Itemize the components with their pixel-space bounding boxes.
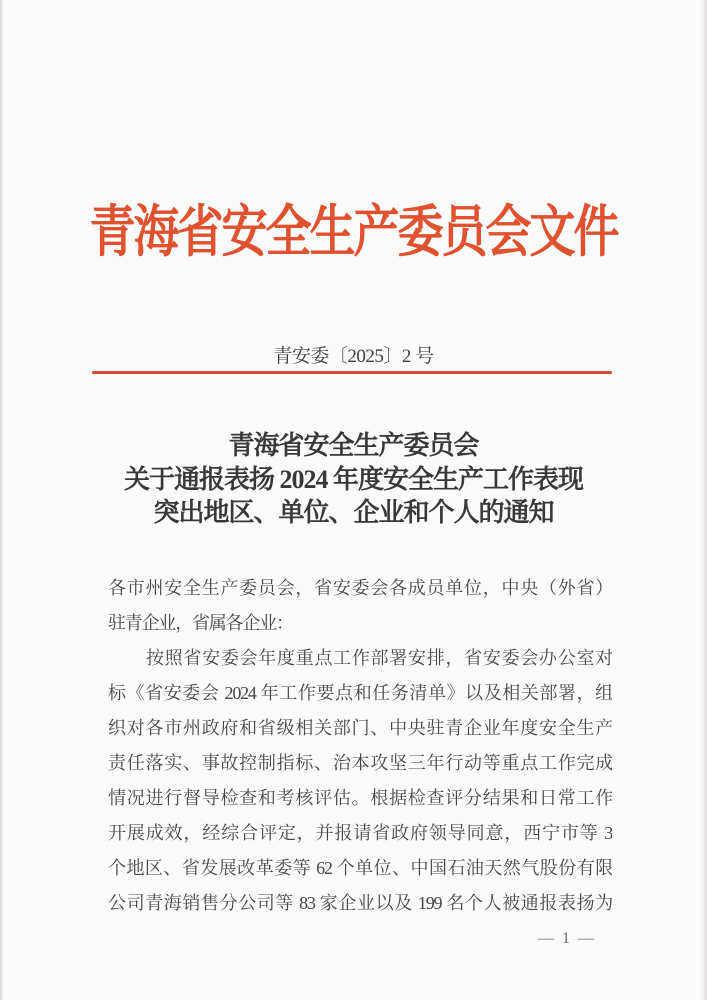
body-text-line: 驻青企业，省属各企业： (108, 613, 293, 633)
document-title-line: 突出地区、单位、企业和个人的通知 (153, 498, 554, 527)
body-text-line: 按照省安委会年度重点工作部署安排，省安委会办公室对 (146, 648, 612, 668)
body-text-line: 个地区、省发展改革委等 62 个单位、中国石油天然气股份有限 (108, 858, 612, 878)
body-text-line: 标《省安委会 2024 年工作要点和任务清单》以及相关部署，组 (108, 683, 612, 703)
document-title-line: 关于通报表扬 2024 年度安全生产工作表现 (123, 464, 583, 494)
page-number: — 1 — (538, 930, 596, 947)
body-text-line: 织对各市州政府和省级相关部门、中央驻青企业年度安全生产 (108, 718, 612, 738)
document-masthead (0, 201, 707, 264)
document-title (0, 429, 707, 530)
document-reference-number: 青安委〔2025〕2 号 (273, 346, 434, 367)
body-text-line: 开展成效，经综合评定，并报请省政府领导同意，西宁市等 3 (108, 823, 612, 843)
body-text-line: 公司青海销售分公司等 83 家企业以及 199 名个人被通报表扬为 (108, 893, 612, 913)
document-body (108, 571, 612, 921)
red-separator-rule (92, 371, 612, 374)
body-text-line: 情况进行督导检查和考核评估。根据检查评分结果和日常工作 (108, 788, 612, 808)
body-text-line: 责任落实、事故控制指标、治本攻坚三年行动等重点工作完成 (108, 753, 612, 773)
masthead-title-text: 青海省安全生产委员会文件 (89, 201, 618, 264)
body-text-line: 各市州安全生产委员会，省安委会各成员单位，中央（外省） (108, 578, 612, 598)
document-title-line: 青海省安全生产委员会 (228, 431, 479, 460)
